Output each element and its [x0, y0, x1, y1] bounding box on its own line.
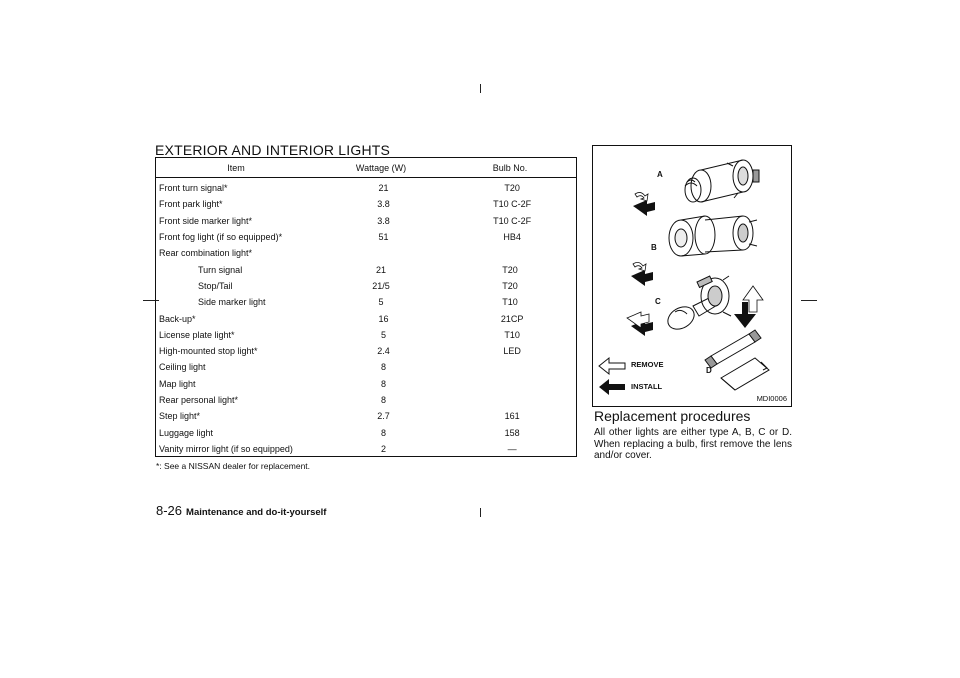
bulb-table — [155, 157, 577, 457]
cell-bulb-no: T20 — [502, 280, 518, 291]
cell-item: Map light — [159, 378, 196, 389]
section-name: Maintenance and do-it-yourself — [186, 507, 327, 518]
cell-bulb-no: 161 — [504, 411, 520, 422]
table-row — [156, 213, 576, 229]
cell-item: Front turn signal* — [159, 183, 228, 194]
bulb-illustration — [593, 146, 790, 405]
bulb-a-twist-icon — [635, 192, 648, 201]
legend-install: INSTALL — [631, 382, 663, 391]
label-d: D — [706, 366, 712, 375]
table-header — [156, 158, 576, 178]
cell-item: Front park light* — [159, 199, 223, 210]
cell-item: Luggage light — [159, 427, 214, 438]
cell-wattage: 8 — [380, 362, 386, 373]
header-bulb-no: Bulb No. — [492, 162, 528, 173]
table-row — [156, 261, 576, 277]
table-row — [156, 229, 576, 245]
cell-bulb-no: LED — [503, 346, 521, 357]
bulb-type-a-drawing — [685, 160, 759, 202]
label-c: C — [655, 297, 661, 306]
bulb-type-d-drawing — [705, 330, 769, 390]
crop-mark-right — [801, 300, 817, 301]
remove-arrow-icon — [599, 358, 625, 374]
cell-item: Rear personal light* — [159, 395, 239, 405]
cell-item: Turn signal — [198, 264, 243, 275]
table-row — [156, 424, 576, 440]
cell-item: License plate light* — [159, 329, 235, 340]
cell-wattage: 21 — [375, 264, 386, 275]
cell-bulb-no: T20 — [504, 183, 520, 194]
table-row — [156, 245, 576, 261]
table-row — [156, 441, 576, 457]
section-title: EXTERIOR AND INTERIOR LIGHTS — [155, 142, 391, 158]
cell-wattage: 8 — [380, 378, 386, 389]
cell-item: Rear combination light* — [159, 248, 253, 259]
table-row — [156, 327, 576, 343]
table-body — [156, 180, 576, 457]
cell-item: Back-up* — [159, 313, 196, 324]
cell-bulb-no: 21CP — [500, 313, 524, 324]
cell-wattage: 3.8 — [377, 215, 390, 226]
table-row — [156, 278, 576, 294]
table-row — [156, 180, 576, 196]
cell-wattage: 16 — [378, 313, 389, 324]
cell-item: High-mounted stop light* — [159, 346, 258, 357]
cell-item: Side marker light — [198, 297, 266, 308]
crop-mark-top — [480, 84, 481, 93]
bulb-a-arrow-icon — [633, 200, 655, 216]
table-row — [156, 359, 576, 375]
subsection-title: Replacement procedures — [594, 408, 751, 424]
table-row — [156, 310, 576, 326]
cell-item: Stop/Tail — [198, 280, 233, 291]
table-row — [156, 376, 576, 392]
cell-wattage: 2 — [380, 443, 386, 454]
cell-wattage: 51 — [378, 232, 389, 243]
cell-wattage: 2.4 — [377, 346, 390, 357]
cell-wattage: 21 — [378, 183, 389, 194]
table-row — [156, 294, 576, 310]
cell-wattage: 21/5 — [372, 280, 390, 291]
cell-bulb-no: HB4 — [503, 232, 521, 243]
bulb-b-arrow-icon — [631, 270, 653, 286]
body-paragraph: All other lights are either type A, B, C or D. When replacing a bulb, first remove the lens and/or cover. — [594, 427, 792, 461]
cell-bulb-no: 158 — [504, 427, 520, 438]
bulb-b-twist-icon — [633, 262, 646, 271]
cell-item: Ceiling light — [159, 362, 206, 373]
cell-item: Front side marker light* — [159, 215, 253, 226]
cell-item: Vanity mirror light (if so equipped) — [159, 443, 293, 454]
bulb-type-b-drawing — [669, 216, 757, 256]
cell-wattage: 2.7 — [377, 411, 390, 422]
cell-bulb-no: T10 C-2F — [493, 199, 532, 210]
label-a: A — [657, 170, 663, 179]
cell-bulb-no: — — [507, 443, 517, 454]
table-footnote: *: See a NISSAN dealer for replacement. — [156, 461, 311, 471]
legend-remove: REMOVE — [631, 360, 664, 369]
label-b: B — [651, 243, 657, 252]
cell-wattage: 8 — [380, 395, 386, 405]
cell-bulb-no: T10 C-2F — [493, 215, 532, 226]
table-row — [156, 196, 576, 212]
page-footer — [156, 503, 326, 518]
header-item: Item — [227, 162, 245, 173]
page-number: 8-26 — [156, 503, 183, 518]
install-arrow-icon — [599, 379, 625, 395]
cell-bulb-no: T10 — [504, 329, 520, 340]
figure-code: MDI0006 — [756, 394, 787, 403]
cell-wattage: 8 — [380, 427, 386, 438]
cell-wattage: 3.8 — [377, 199, 390, 210]
cell-item: Front fog light (if so equipped)* — [159, 232, 283, 243]
table-row — [156, 408, 576, 424]
table-row — [156, 392, 576, 408]
cell-wattage: 5 — [378, 297, 384, 308]
bulb-type-c-drawing — [664, 276, 731, 334]
cell-bulb-no: T20 — [502, 264, 518, 275]
header-wattage: Wattage (W) — [355, 162, 407, 173]
crop-mark-bottom — [480, 508, 481, 517]
cell-wattage: 5 — [380, 329, 386, 340]
bulb-type-figure — [592, 145, 792, 407]
cell-bulb-no: T10 — [502, 297, 518, 308]
cell-item: Step light* — [159, 411, 201, 422]
table-row — [156, 343, 576, 359]
